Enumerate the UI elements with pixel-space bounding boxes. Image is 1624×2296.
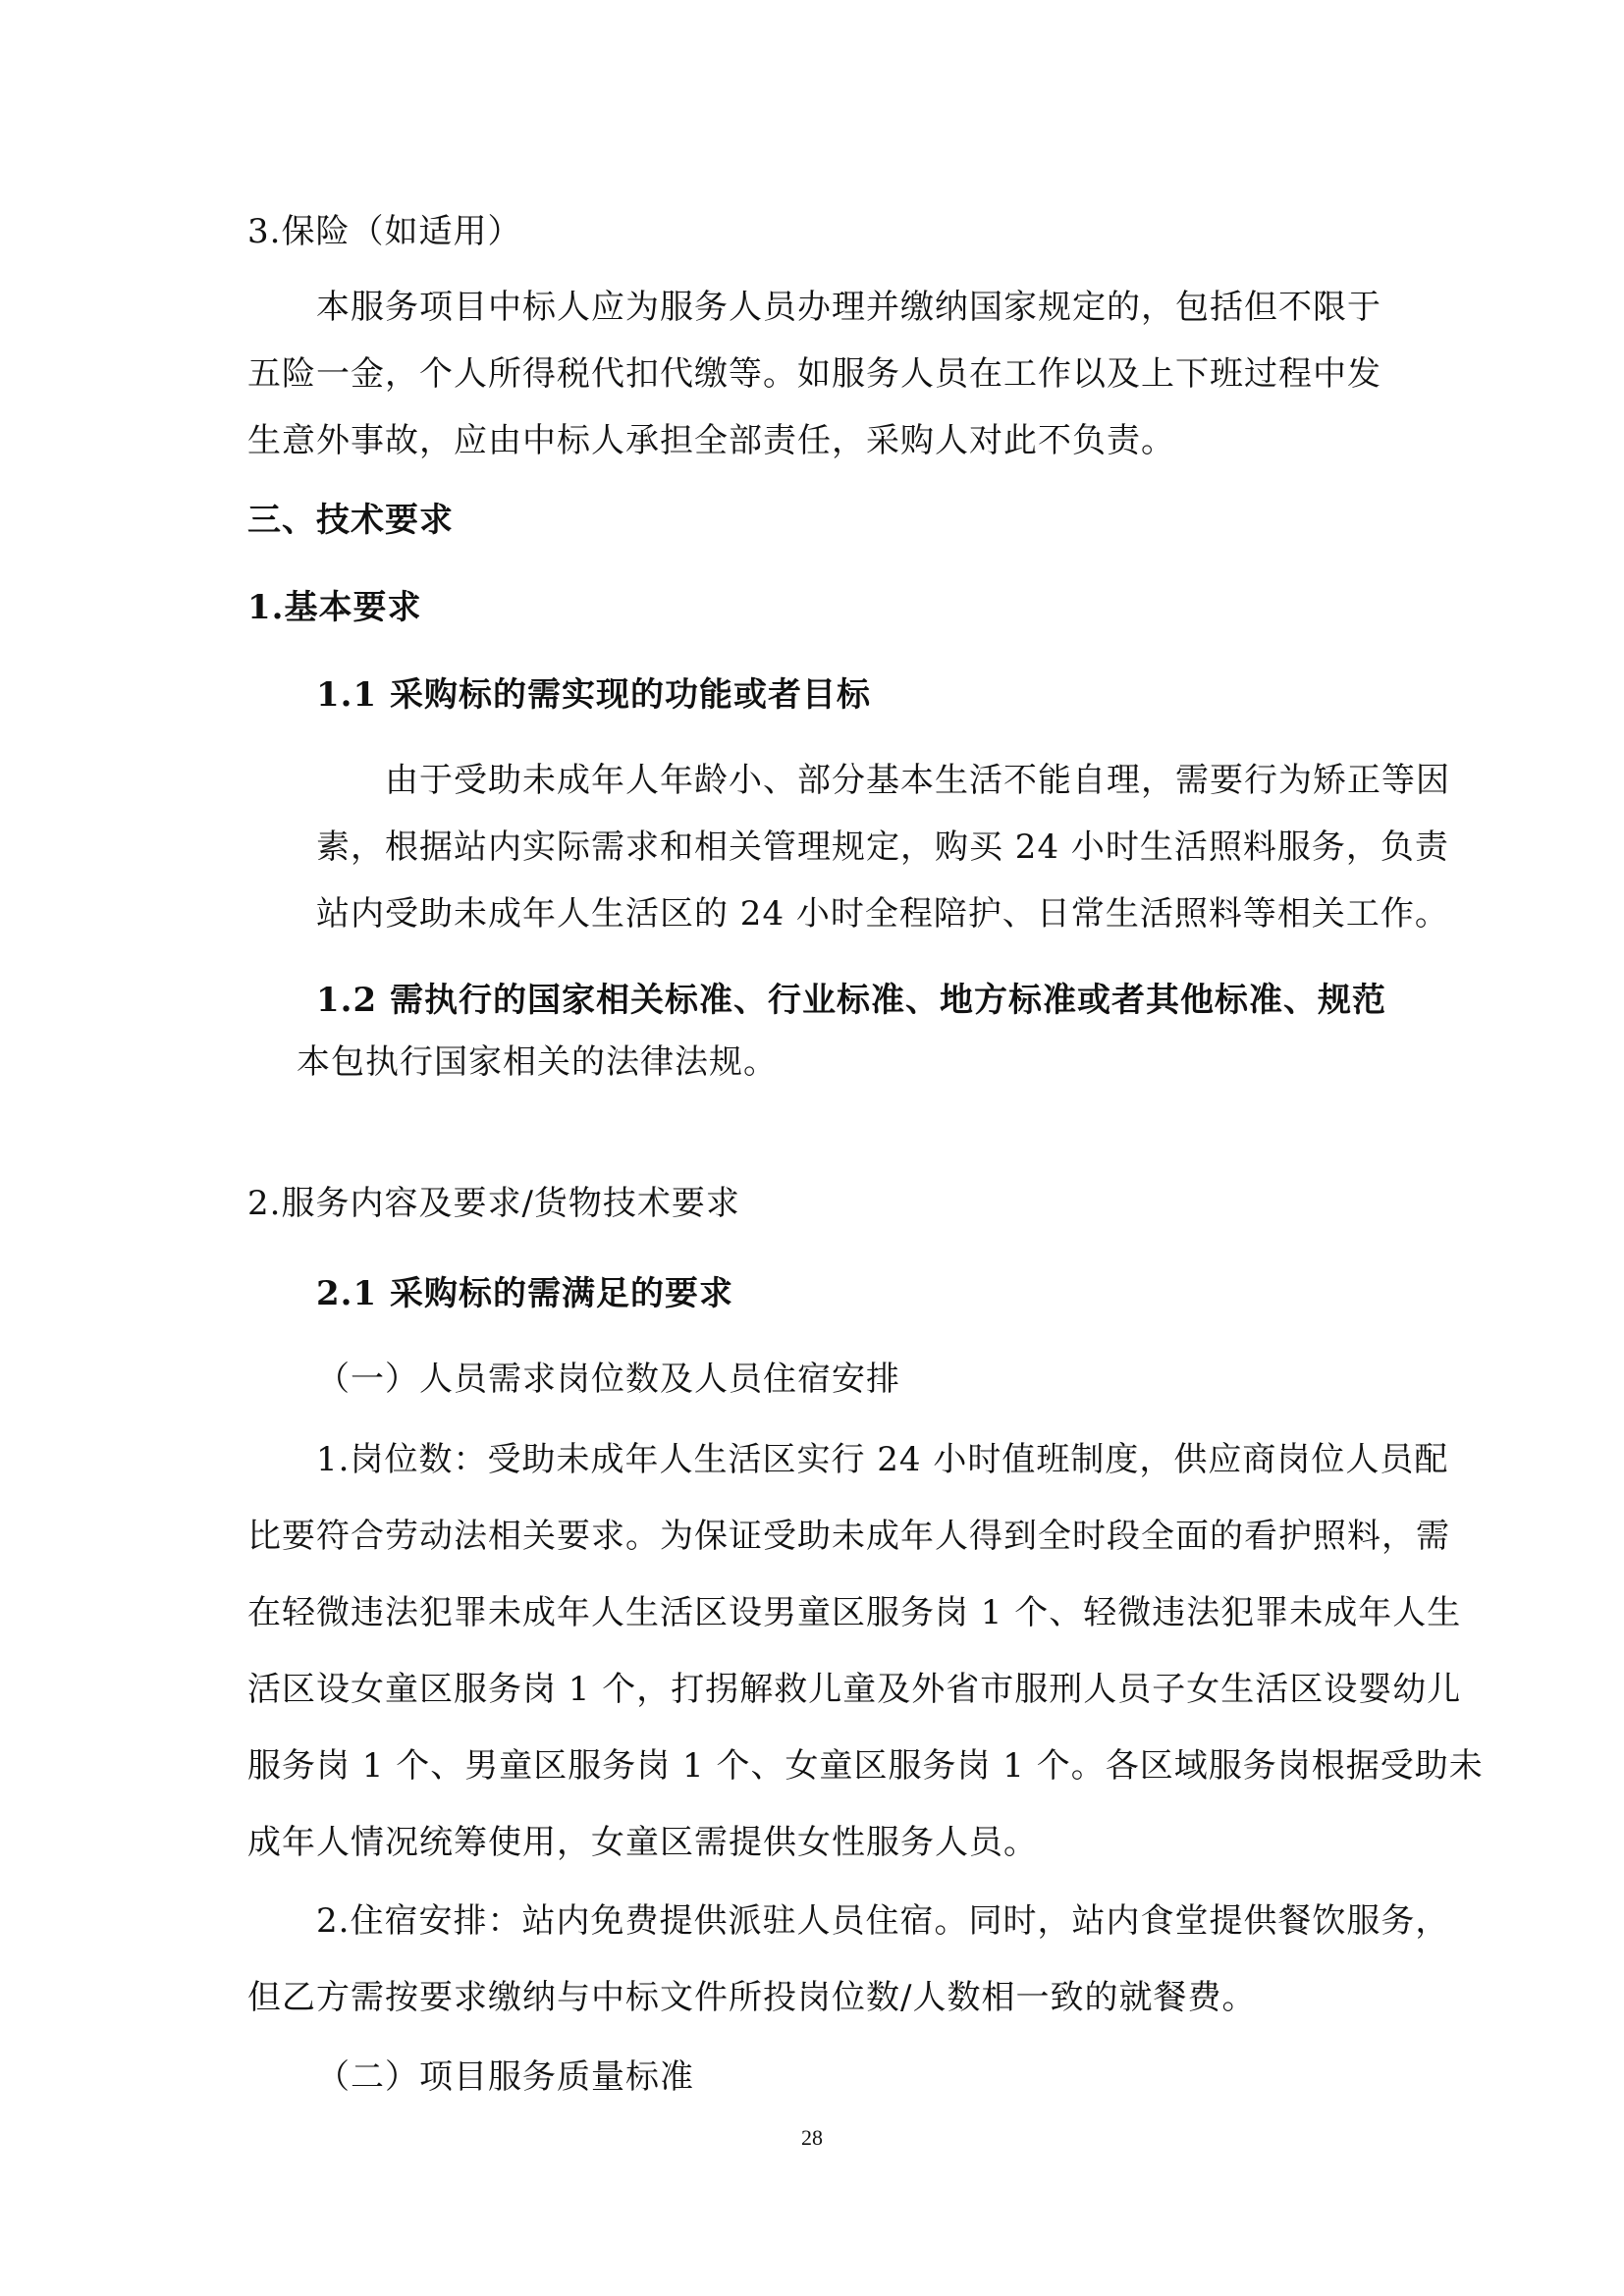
section-title-technical-requirements: 三、技术要求 (247, 501, 454, 540)
paragraph-line: 1.岗位数：受助未成年人生活区实行 24 小时值班制度，供应商岗位人员配 (316, 1440, 1449, 1479)
paragraph-line: 本包执行国家相关的法律法规。 (297, 1042, 778, 1082)
paragraph-line: 2.住宿安排：站内免费提供派驻人员住宿。同时，站内食堂提供餐饮服务， (316, 1901, 1450, 1941)
subsection-title-basic-requirements: 1.基本要求 (247, 588, 422, 627)
paragraph-line: 服务岗 1 个、男童区服务岗 1 个、女童区服务岗 1 个。各区域服务岗根据受助未 (247, 1746, 1484, 1786)
paragraph-line: 但乙方需按要求缴纳与中标文件所投岗位数/人数相一致的就餐费。 (247, 1978, 1257, 2017)
section-title-insurance: 3.保险（如适用） (247, 212, 522, 251)
paragraph-line: 站内受助未成年人生活区的 24 小时全程陪护、日常生活照料等相关工作。 (316, 894, 1449, 934)
paragraph-line: 活区设女童区服务岗 1 个，打拐解救儿童及外省市服刑人员子女生活区设婴幼儿 (247, 1670, 1462, 1709)
subsection-title-service-content: 2.服务内容及要求/货物技术要求 (247, 1184, 740, 1223)
paragraph-line: 素，根据站内实际需求和相关管理规定，购买 24 小时生活照料服务，负责 (316, 828, 1449, 867)
list-heading: （一）人员需求岗位数及人员住宿安排 (316, 1360, 900, 1399)
paragraph-line: 五险一金，个人所得税代扣代缴等。如服务人员在工作以及上下班过程中发 (247, 354, 1381, 394)
subsection-title-1-2: 1.2 需执行的国家相关标准、行业标准、地方标准或者其他标准、规范 (316, 981, 1386, 1020)
paragraph-line: 生意外事故，应由中标人承担全部责任，采购人对此不负责。 (247, 421, 1175, 460)
subsection-title-1-1: 1.1 采购标的需实现的功能或者目标 (316, 675, 871, 715)
subsection-title-2-1: 2.1 采购标的需满足的要求 (316, 1274, 733, 1313)
paragraph-line: 本服务项目中标人应为服务人员办理并缴纳国家规定的，包括但不限于 (316, 288, 1381, 327)
list-heading: （二）项目服务质量标准 (316, 2057, 694, 2097)
paragraph-line: 在轻微违法犯罪未成年人生活区设男童区服务岗 1 个、轻微违法犯罪未成年人生 (247, 1593, 1462, 1632)
paragraph-line: 比要符合劳动法相关要求。为保证受助未成年人得到全时段全面的看护照料，需 (247, 1517, 1450, 1556)
paragraph-line: 由于受助未成年人年龄小、部分基本生活不能自理，需要行为矫正等因 (385, 761, 1450, 800)
paragraph-line: 成年人情况统筹使用，女童区需提供女性服务人员。 (247, 1823, 1038, 1862)
page-number: 28 (801, 2125, 823, 2150)
